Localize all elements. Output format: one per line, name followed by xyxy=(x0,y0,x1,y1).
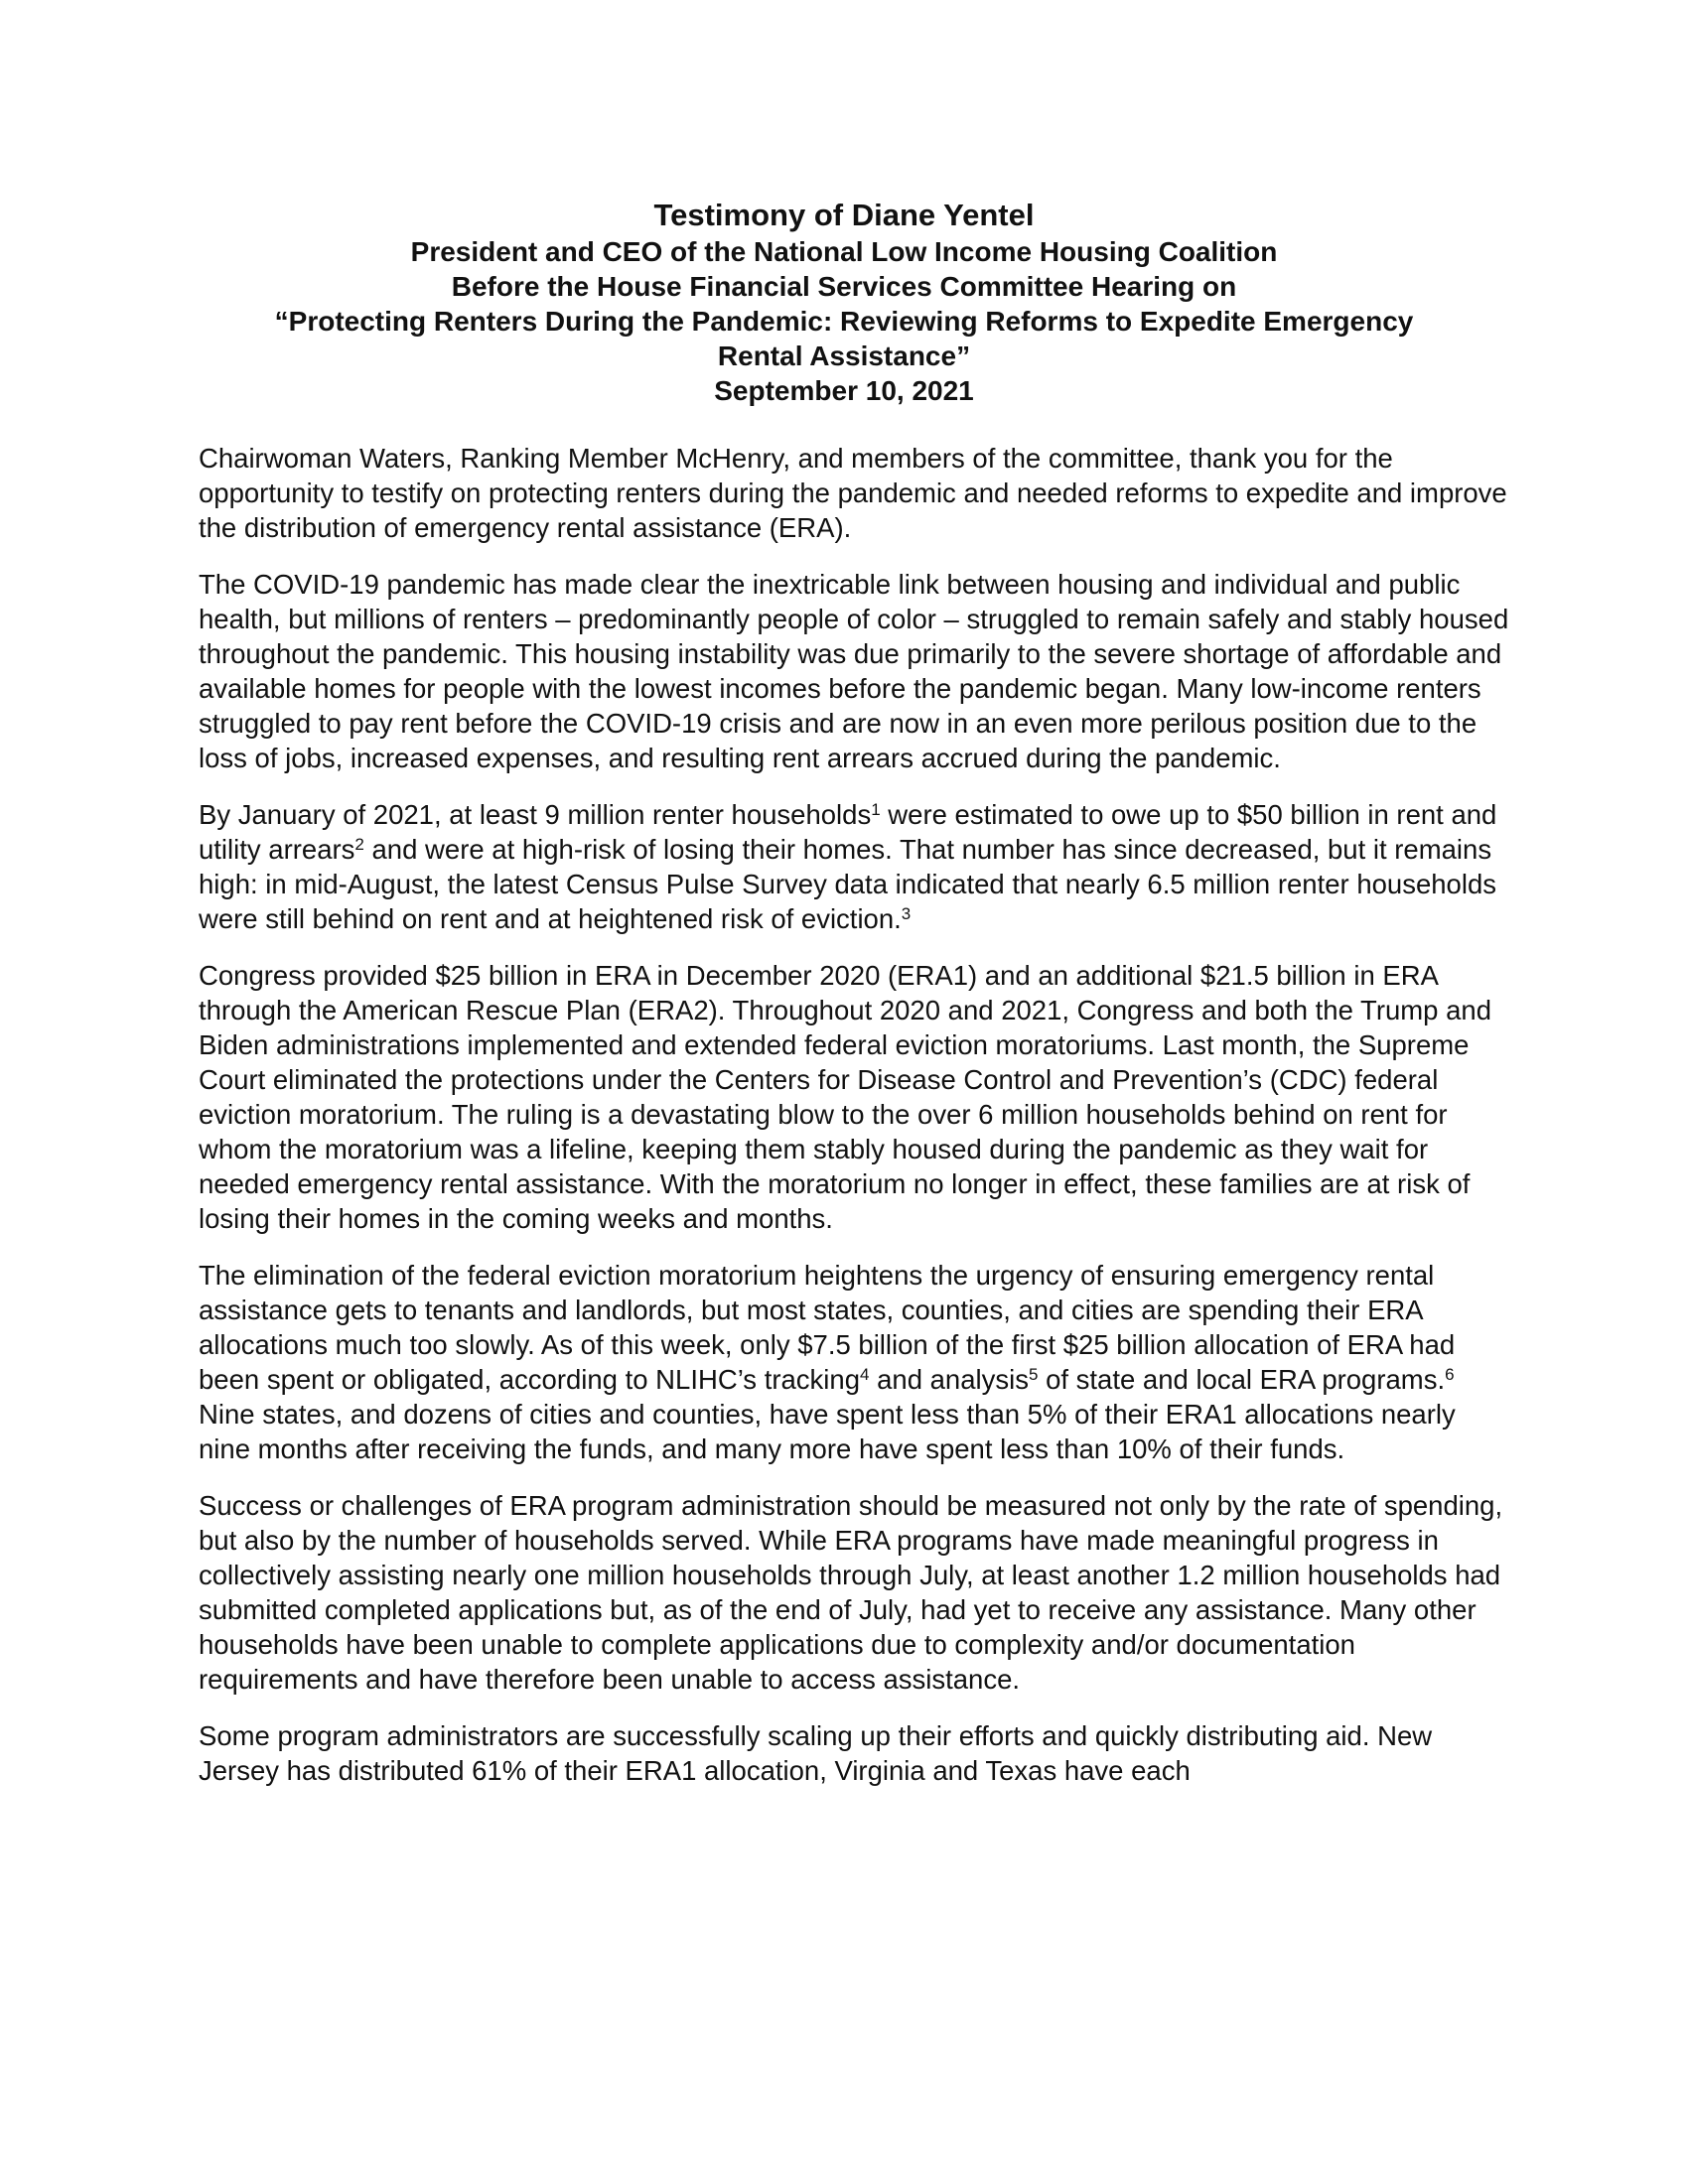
hearing-title-line-2: Rental Assistance” xyxy=(717,341,971,371)
paragraph-arrears-text-1: By January of 2021, at least 9 million renter households xyxy=(199,799,872,830)
witness-affiliation: President and CEO of the National Low Income Housing Coalition xyxy=(410,236,1278,267)
paragraph-spending-rate xyxy=(199,1258,1509,1466)
footnote-ref-6: 6 xyxy=(1445,1365,1455,1384)
footnote-ref-2: 2 xyxy=(354,835,364,854)
paragraph-arrears-text-3: and were at high-risk of losing their homes. That number has since decreased, but it remains high: in mid-August, the latest Census Pulse Survey data indicated that nearly 6.5 million renter households were still behind on rent and at heightened risk of eviction. xyxy=(199,834,1496,934)
footnote-ref-1: 1 xyxy=(871,800,881,819)
document-body xyxy=(199,441,1509,1810)
paragraph-arrears-text-2: were estimated to owe up to $50 billion in rent and utility arrears xyxy=(199,799,1497,865)
testimony-title: Testimony of Diane Yentel xyxy=(653,198,1035,232)
hearing-title-line-1: “Protecting Renters During the Pandemic: Reviewing Reforms to Expedite Emergency xyxy=(274,306,1414,337)
paragraph-opening: Chairwoman Waters, Ranking Member McHenry, and members of the committee, thank you for the opportunity to testify on protecting renters during the pandemic and needed reforms to expedite and improve the distribution of emergency rental assistance (ERA). xyxy=(199,443,1507,543)
footnote-ref-5: 5 xyxy=(1028,1365,1039,1384)
paragraph-households-served: Success or challenges of ERA program administration should be measured not only by the rate of spending, but also by the number of households served. While ERA programs have made meaningful progress in collectively assisting nearly one million households through July, at least another 1.2 million households had submitted completed applications but, as of the end of July, had yet to receive any assistance. Many other households have been unable to complete applications due to complexity and/or documentation requirements and have therefore been unable to access assistance. xyxy=(199,1490,1503,1695)
footnote-ref-3: 3 xyxy=(901,904,912,923)
paragraph-pandemic-context: The COVID-19 pandemic has made clear the inextricable link between housing and individual and public health, but millions of renters – predominantly people of color – struggled to remain safely and stably housed throughout the pandemic. This housing instability was due primarily to the severe shortage of affordable and available homes for people with the lowest incomes before the pandemic began. Many low-income renters struggled to pay rent before the COVID-19 crisis and are now in an even more perilous position due to the loss of jobs, increased expenses, and resulting rent arrears accrued during the pandemic. xyxy=(199,569,1509,773)
paragraph-successful-programs: Some program administrators are successfully scaling up their efforts and quickly distributing aid. New Jersey has distributed 61% of their ERA1 allocation, Virginia and Texas have each xyxy=(199,1720,1433,1786)
paragraph-spending-text-1: The elimination of the federal eviction moratorium heightens the urgency of ensuring emergency rental assistance gets to tenants and landlords, but most states, counties, and cities are spending their ERA allocations much too slowly. As of this week, only $7.5 billion of the first $25 billion allocation of ERA had been spent or obligated, according to NLIHC’s tracking xyxy=(199,1260,1456,1395)
paragraph-arrears xyxy=(199,797,1509,936)
paragraph-spending-text-3: of state and local ERA programs. xyxy=(1038,1364,1446,1395)
footnote-ref-4: 4 xyxy=(860,1365,870,1384)
paragraph-congress-moratorium: Congress provided $25 billion in ERA in December 2020 (ERA1) and an additional $21.5 billion in ERA through the American Rescue Plan (ERA2). Throughout 2020 and 2021, Congress and both the Trump and Biden administrations implemented and extended federal eviction moratoriums. Last month, the Supreme Court eliminated the protections under the Centers for Disease Control and Prevention’s (CDC) federal eviction moratorium. The ruling is a devastating blow to the over 6 million households behind on rent for whom the moratorium was a lifeline, keeping them stably housed during the pandemic as they wait for needed emergency rental assistance. With the moratorium no longer in effect, these families are at risk of losing their homes in the coming weeks and months. xyxy=(199,960,1491,1234)
document-header xyxy=(149,197,1539,408)
paragraph-spending-text-2: and analysis xyxy=(869,1364,1029,1395)
committee-line: Before the House Financial Services Committee Hearing on xyxy=(451,271,1237,302)
paragraph-spending-text-4: Nine states, and dozens of cities and counties, have spent less than 5% of their ERA1 allocations nearly nine months after receiving the funds, and many more have spent less than 10% of their funds. xyxy=(199,1399,1456,1464)
hearing-date: September 10, 2021 xyxy=(714,375,974,406)
